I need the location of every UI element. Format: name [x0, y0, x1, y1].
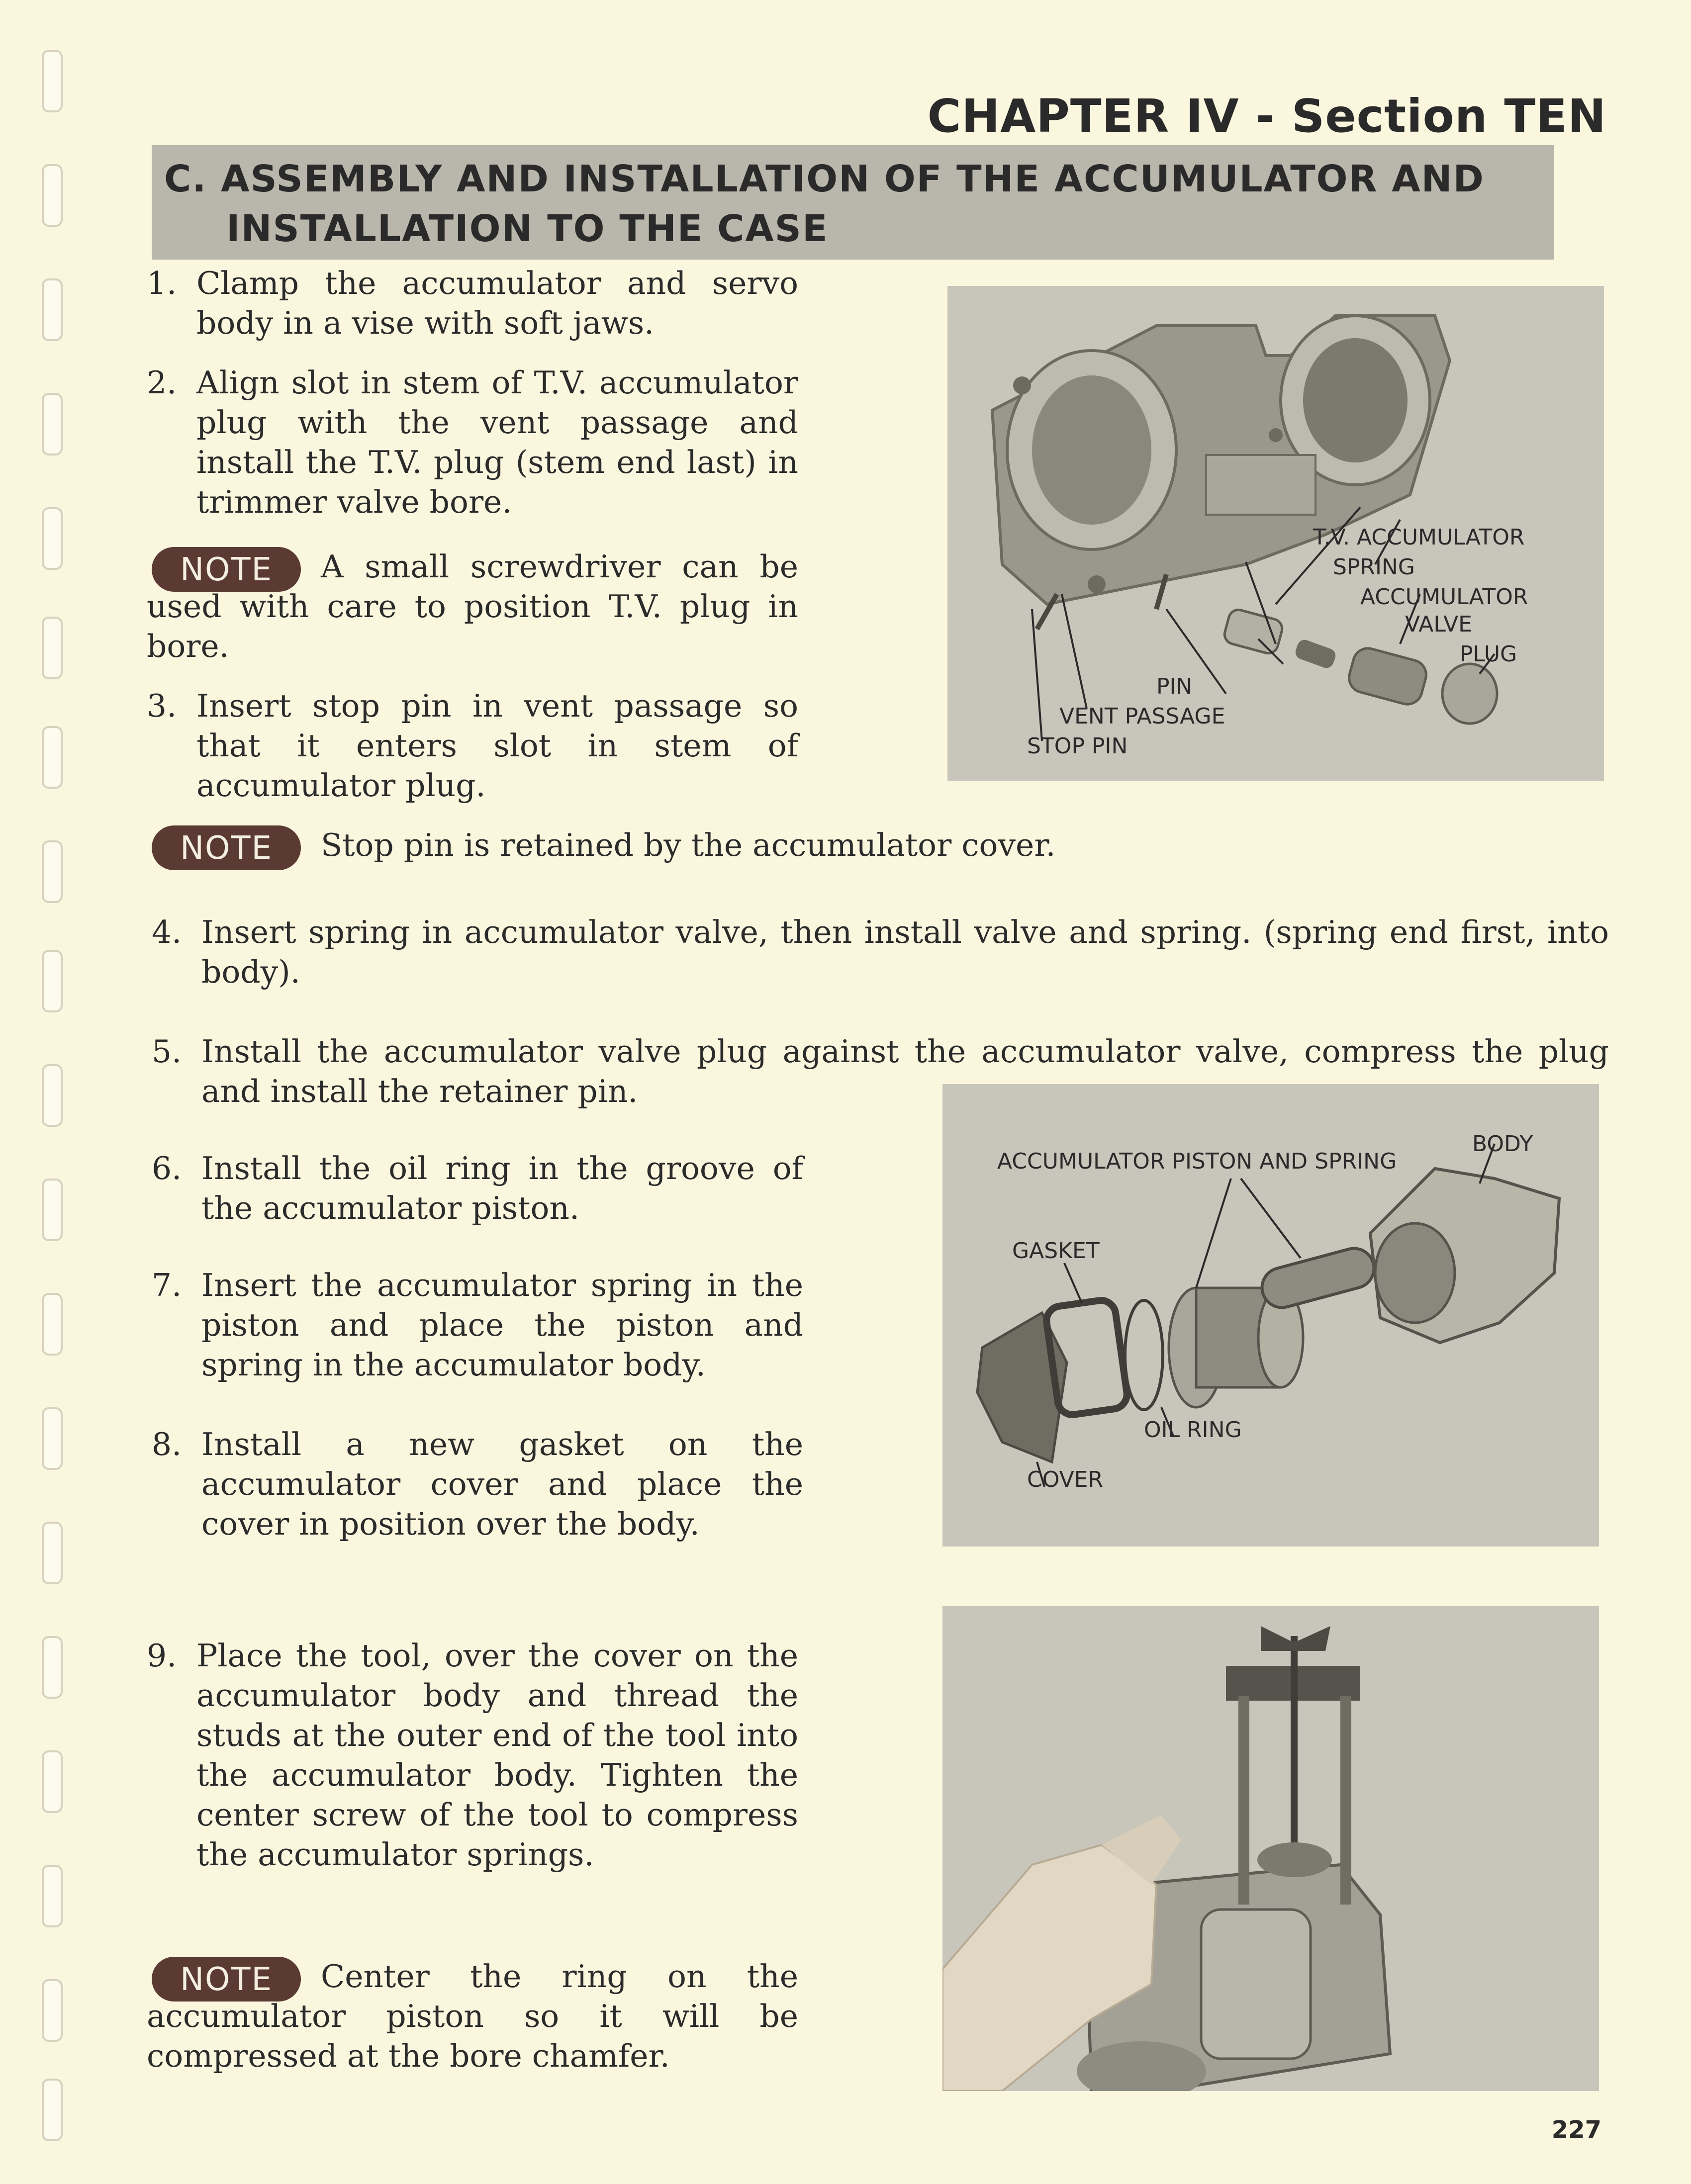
label-piston-and-spring: ACCUMULATOR PISTON AND SPRING [997, 1149, 1397, 1174]
step-text: Place the tool, over the cover on the accumulator body and thread the studs at the outer end of the tool into the accumulator body. Tighten the center screw of the tool to compress the accumulator springs. [196, 1638, 798, 1873]
step-number: 6. [152, 1150, 182, 1186]
step-8 [152, 1425, 803, 1544]
label-cover: COVER [1027, 1467, 1104, 1492]
binder-hole [42, 1179, 63, 1241]
binder-hole [42, 50, 63, 112]
label-gasket: GASKET [1012, 1238, 1100, 1264]
binder-hole [42, 1293, 63, 1356]
step-text: Clamp the accumulator and servo body in a vise with soft jaws. [196, 265, 798, 341]
step-2 [147, 363, 798, 522]
step-text: Align slot in stem of T.V. accumulator plug with the vent passage and install the T.V. plug (stem end last) in trimmer valve bore. [196, 364, 798, 520]
label-spring: SPRING [1333, 554, 1415, 580]
step-7 [152, 1266, 803, 1385]
binder-hole [42, 278, 63, 341]
step-text: Insert spring in accumulator valve, then install valve and spring. (spring end first, into body). [201, 914, 1609, 990]
binder-hole [42, 840, 63, 903]
step-1 [147, 264, 798, 343]
step-9 [147, 1636, 798, 1875]
label-stop-pin: STOP PIN [1027, 733, 1128, 759]
label-oil-ring: OIL RING [1144, 1417, 1242, 1443]
step-6 [152, 1149, 803, 1228]
step-text: Insert the accumulator spring in the piston and place the piston and spring in the accumulator body. [201, 1267, 803, 1383]
chapter-heading: CHAPTER IV - Section TEN [927, 90, 1606, 143]
label-vent-passage: VENT PASSAGE [1059, 704, 1225, 729]
binder-hole [42, 1636, 63, 1699]
step-3 [147, 686, 798, 806]
note-text: Stop pin is retained by the accumulator cover. [321, 827, 1056, 863]
binder-hole [42, 617, 63, 679]
binder-hole [42, 950, 63, 1012]
binder-hole [42, 1522, 63, 1584]
figure-compress-tool-photo [942, 1606, 1599, 2091]
label-plug: PLUG [1460, 641, 1517, 667]
binder-hole [42, 2079, 63, 2141]
binder-hole [42, 507, 63, 570]
section-title-line: C. ASSEMBLY AND INSTALLATION OF THE ACCUMULATOR AND [164, 158, 1485, 200]
step-number: 2. [147, 364, 177, 401]
step-number: 7. [152, 1267, 182, 1303]
step-number: 5. [152, 1033, 182, 1070]
step-text: Install a new gasket on the accumulator cover and place the cover in position over the body. [201, 1426, 803, 1542]
step-number: 9. [147, 1638, 177, 1674]
step-text: Install the accumulator valve plug against the accumulator valve, compress the plug and install the retainer pin. [201, 1033, 1609, 1109]
binder-hole [42, 1407, 63, 1470]
label-valve: VALVE [1405, 612, 1472, 637]
note-badge: NOTE [152, 825, 301, 870]
section-title-line: INSTALLATION TO THE CASE [226, 207, 829, 250]
step-number: 4. [152, 914, 182, 950]
step-text: Insert stop pin in vent passage so that it enters slot in stem of accumulator plug. [196, 688, 798, 804]
label-accumulator: ACCUMULATOR [1360, 584, 1528, 610]
binder-hole [42, 1979, 63, 2042]
note-text: A small screwdriver can be used with care to position T.V. plug in bore. [147, 548, 798, 664]
step-text: Install the oil ring in the groove of the accumulator piston. [201, 1150, 803, 1226]
binder-hole [42, 1750, 63, 1813]
binder-hole [42, 726, 63, 789]
section-title [164, 154, 1557, 254]
page-number: 227 [1551, 2116, 1601, 2144]
figure-accumulator-body-photo [947, 286, 1604, 781]
figure-accumulator-parts-photo [942, 1084, 1599, 1547]
label-body: BODY [1472, 1131, 1533, 1157]
binder-hole [42, 393, 63, 455]
binder-hole [42, 1064, 63, 1127]
note-badge: NOTE [152, 1957, 301, 2002]
note-text: Center the ring on the accumulator piston so it will be compressed at the bore chamfer. [147, 1958, 798, 2074]
step-4 [152, 912, 1609, 992]
binder-hole [42, 1865, 63, 1927]
label-pin: PIN [1156, 674, 1193, 699]
label-tv-accumulator: T.V. ACCUMULATOR [1313, 525, 1525, 550]
compress-tool-illustration [942, 1606, 1599, 2091]
note-badge: NOTE [152, 547, 301, 592]
step-number: 3. [147, 688, 177, 724]
binder-hole [42, 164, 63, 227]
step-number: 8. [152, 1426, 182, 1462]
step-number: 1. [147, 265, 177, 301]
